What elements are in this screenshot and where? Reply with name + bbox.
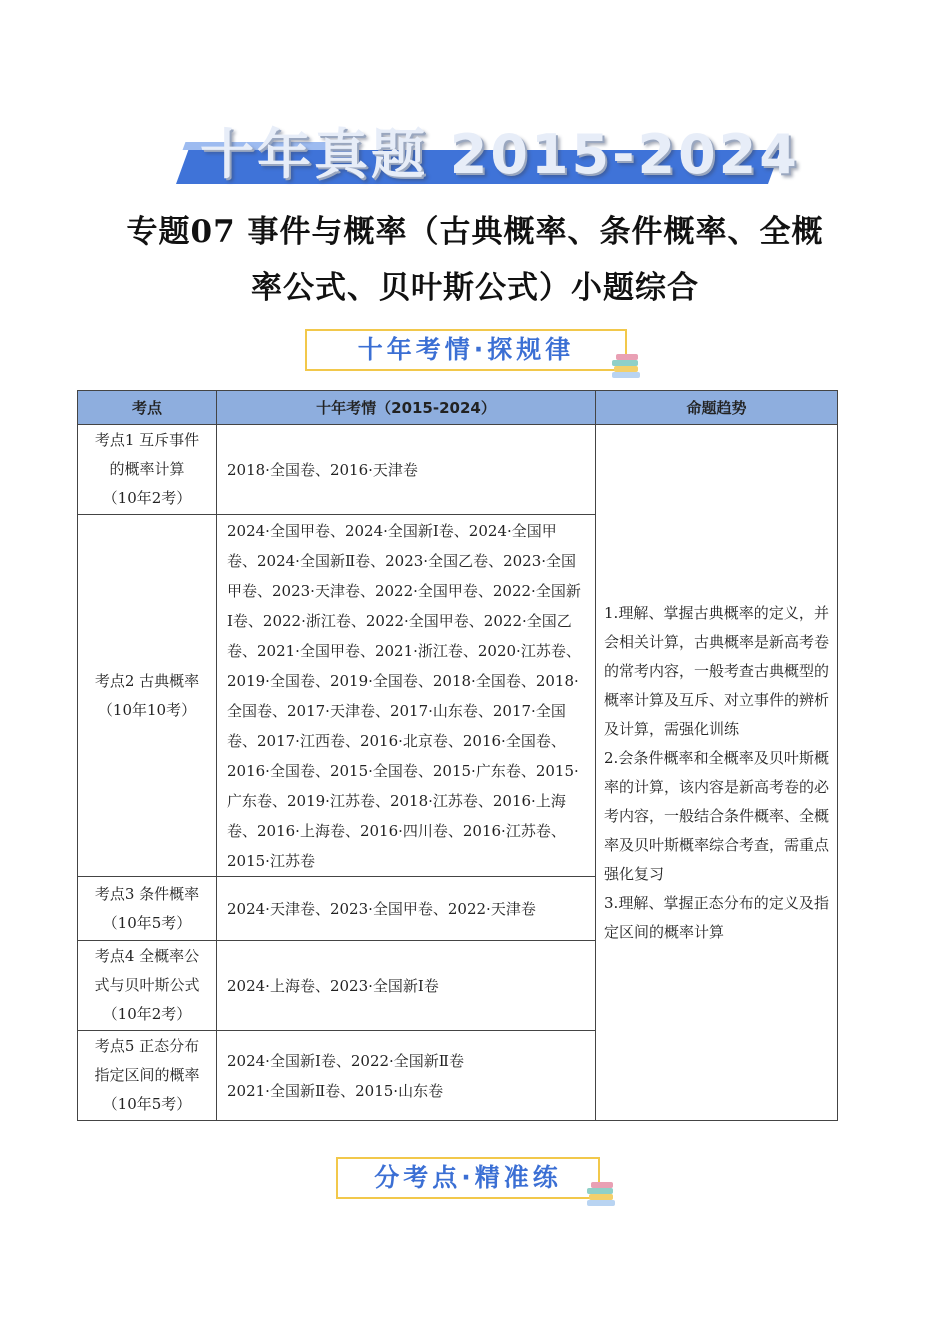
trend-text: 2.会条件概率和全概率及贝叶斯概率的计算，该内容是新高考卷的必考内容，一般结合条件概率、全概率及贝叶斯概率综合考查，需重点强化复习 [604,748,830,883]
point-text: （10年5考） [102,1095,192,1113]
years-text: 2024·天津卷、2023·全国甲卷、2022·天津卷 [227,899,536,918]
table-header-row [78,391,838,425]
point-cell [78,1031,217,1121]
table-row [78,425,838,515]
point-text: 考点4 全概率公 [94,947,200,965]
books-icon [587,1182,617,1208]
years-cell [217,1031,596,1121]
point-text: 考点3 条件概率 [94,884,200,903]
years-text: 2024·全国甲卷、2024·全国新Ⅰ卷、2024·全国甲卷、2024·全国新Ⅱ卷、2023·全国乙卷、2023·全国甲卷、2023·天津卷、2022·全国甲卷、2022·全国新Ⅰ卷、2022·浙江卷、2022·全国甲卷、2022·全国乙卷、2021·全国甲卷、2021·浙江卷、2020·江苏卷、2019·全国卷、2019·全国卷、2018·全国卷、2018·全国卷、2017·天津卷、2017·山东卷、2017·全国卷、2017·江西卷、2016·北京卷、2016·全国卷、2016·全国卷、2015·全国卷、2015·广东卷、2015·广东卷、2019·江苏卷、2018·江苏卷、2016·上海卷、2016·上海卷、2016·四川卷、2016·江苏卷、2015·江苏卷 [227,521,581,870]
years-cell [217,425,596,515]
document-title [90,204,860,316]
banner [176,112,800,186]
section-label-trends-text: 十年考情·探规律 [357,335,575,364]
years-text: 2024·全国新Ⅰ卷、2022·全国新Ⅱ卷 [227,1051,465,1070]
point-cell [78,515,217,877]
point-text: 指定区间的概率 [94,1066,200,1084]
header-point: 考点 [78,391,217,425]
banner-text: 十年真题 2015-2024 [200,123,800,186]
years-text: 2024·上海卷、2023·全国新Ⅰ卷 [227,976,439,995]
trend-cell [596,425,838,1121]
title-line-1: 专题07 事件与概率（古典概率、条件概率、全概 [126,214,824,250]
years-text: 2021·全国新Ⅱ卷、2015·山东卷 [227,1081,444,1100]
books-icon [612,354,642,380]
point-text: （10年5考） [102,913,192,932]
point-text: （10年10考） [97,700,197,719]
point-text: （10年2考） [102,489,192,507]
title-line-2: 率公式、贝叶斯公式）小题综合 [251,270,699,306]
years-cell [217,877,596,941]
trend-text: 1.理解、掌握古典概率的定义，并会相关计算，古典概率是新高考卷的常考内容，一般考查古典概型的概率计算及互斥、对立事件的辨析及计算，需强化训练 [604,603,830,738]
section-label-trends [305,329,627,371]
point-cell [78,425,217,515]
years-text: 2018·全国卷、2016·天津卷 [227,460,418,479]
point-text: 考点2 古典概率 [94,671,200,690]
point-text: 考点5 正态分布 [94,1037,200,1055]
point-cell [78,941,217,1031]
years-cell [217,941,596,1031]
section-label-practice [336,1157,600,1199]
header-years: 十年考情（2015-2024） [217,391,596,425]
trend-text: 3.理解、掌握正态分布的定义及指定区间的概率计算 [604,893,829,941]
exam-trend-table [77,390,838,1121]
point-cell [78,877,217,941]
point-text: 的概率计算 [109,460,185,478]
point-text: 考点1 互斥事件 [94,431,200,449]
years-cell [217,515,596,877]
point-text: （10年2考） [102,1005,192,1023]
section-label-practice-text: 分考点·精准练 [374,1163,562,1192]
point-text: 式与贝叶斯公式 [94,976,200,994]
header-trend: 命题趋势 [596,391,838,425]
